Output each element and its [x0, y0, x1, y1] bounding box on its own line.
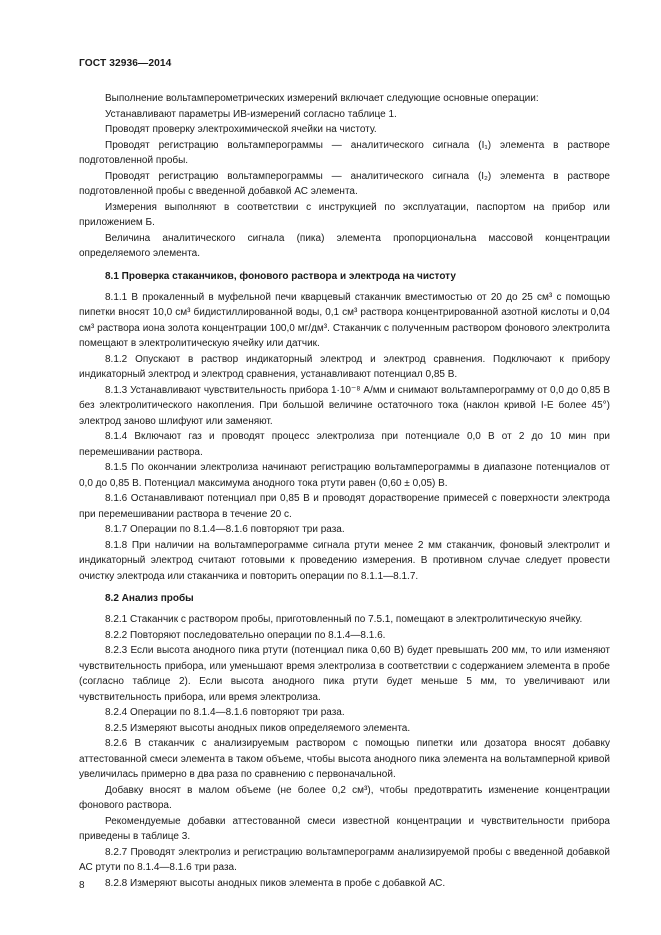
paragraph-8-2-5: 8.2.5 Измеряют высоты анодных пиков определяемого элемента.	[105, 722, 411, 734]
paragraph-8-2-8: 8.2.8 Измеряют высоты анодных пиков элемента в пробе с добавкой АС.	[105, 877, 446, 889]
intro-paragraph: Измерения выполняют в соответствии с инструкцией по эксплуатации, паспортом на прибор или приложением Б.	[79, 201, 610, 228]
intro-paragraph: Выполнение вольтамперометрических измерений включает следующие основные операции:	[105, 93, 539, 104]
section-heading-8-1: 8.1 Проверка стаканчиков, фонового раствора и электрода на чистоту	[105, 270, 456, 282]
page-number: 8	[79, 880, 85, 891]
paragraph-8-1-4: 8.1.4 Включают газ и проводят процесс электролиза при потенциале 0,0 В от 2 до 10 мин при перемешивании раствора.	[79, 431, 610, 458]
intro-paragraph: Величина аналитического сигнала (пика) элемента пропорциональна массовой концентрации определяемого элемента.	[79, 232, 610, 259]
paragraph-8-2-3: 8.2.3 Если высота анодного пика ртути (потенциал пика 0,60 В) будет превышать 200 мм, то или изменяют чувствительность прибора, или уменьшают время электролиза в соответствии с содержанием элемента в пробе (согласно таблице 2). Если высота анодного пика ртути будет меньше 5 мм, то увеличивают или чувствительность прибора, или время электролиза.	[79, 645, 610, 703]
paragraph-8-2-2: 8.2.2 Повторяют последовательно операции по 8.1.4—8.1.6.	[105, 629, 386, 641]
paragraph-8-1-7: 8.1.7 Операции по 8.1.4—8.1.6 повторяют три раза.	[105, 524, 345, 535]
intro-paragraph: Проводят проверку электрохимической ячейки на чистоту.	[105, 124, 377, 135]
document-header: ГОСТ 32936—2014	[79, 58, 172, 69]
paragraph-8-1-3: 8.1.3 Устанавливают чувствительность прибора 1·10⁻⁸ А/мм и снимают вольтамперограмму от 0,0 до 0,85 В без электролитического накопления. При большой величине остаточного тока (наклон кривой I-E более 45°) электрод заново шлифуют или заменяют.	[79, 384, 610, 427]
paragraph-8-1-6: 8.1.6 Останавливают потенциал при 0,85 В и проводят дорастворение примесей с поверхности электрода при перемешивании раствора в течение 20 с.	[79, 493, 610, 520]
document-body	[79, 91, 610, 891]
paragraph-8-2-7: 8.2.7 Проводят электролиз и регистрацию вольтамперограмм анализируемой пробы с введенной добавкой АС ртути по 8.1.4—8.1.6 три раза.	[79, 846, 610, 873]
paragraph-8-1-1: 8.1.1 В прокаленный в муфельной печи кварцевый стаканчик вместимостью от 20 до 25 см³ с помощью пипетки вносят 10,0 см³ бидистиллированной воды, 0,1 см³ раствора концентрированной азотной кислоты и 0,04 см³ раствора иона золота концентрации 100,0 мг/дм³. Стаканчик с полученным раствором фонового электролита помещают в электролитическую ячейку или датчик.	[79, 291, 610, 349]
paragraph-8-2-4: 8.2.4 Операции по 8.1.4—8.1.6 повторяют три раза.	[105, 707, 345, 718]
paragraph-8-2-1: 8.2.1 Стаканчик с раствором пробы, приготовленный по 7.5.1, помещают в электролитическую ячейку.	[105, 614, 583, 625]
paragraph-8-1-8: 8.1.8 При наличии на вольтамперограмме сигнала ртути менее 2 мм стаканчик, фоновый электролит и индикаторный электрод считают готовыми к проведению измерения. В противном случае следует провести очистку электрода или стаканчика и повторить операции по 8.1.1—8.1.7.	[79, 539, 610, 582]
paragraph-8-1-5: 8.1.5 По окончании электролиза начинают регистрацию вольтамперограммы в диапазоне потенциалов от 0,0 до 0,85 В. Потенциал максимума анодного тока ртути равен (0,60 ± 0,05) В.	[79, 462, 610, 489]
section-heading-8-2: 8.2 Анализ пробы	[105, 593, 194, 604]
intro-paragraph: Проводят регистрацию вольтамперограммы — аналитического сигнала (I₂) элемента в растворе подготовленной пробы с введенной добавкой АС элемента.	[79, 170, 610, 197]
paragraph-8-1-2: 8.1.2 Опускают в раствор индикаторный электрод и электрод сравнения. Подключают к прибору индикаторный электрод и электрод сравнения, устанавливают потенциал 0,85 В.	[79, 353, 610, 380]
paragraph-additive-volume: Добавку вносят в малом объеме (не более 0,2 см³), чтобы предотвратить изменение концентрации фонового раствора.	[79, 784, 610, 811]
intro-paragraph: Устанавливают параметры ИВ-измерений согласно таблице 1.	[105, 108, 397, 120]
paragraph-8-2-6: 8.2.6 В стаканчик с анализируемым раствором с помощью пипетки или дозатора вносят добавку аттестованной смеси элемента в таком объеме, чтобы высота анодного пика элемента на вольтамперной кривой увеличилась примерно в два раза по сравнению с первоначальной.	[79, 738, 610, 780]
intro-paragraph: Проводят регистрацию вольтамперограммы — аналитического сигнала (I₁) элемента в растворе подготовленной пробы.	[79, 139, 610, 166]
paragraph-recommended-additives: Рекомендуемые добавки аттестованной смеси известной концентрации и чувствительности прибора приведены в таблице 3.	[79, 815, 610, 842]
